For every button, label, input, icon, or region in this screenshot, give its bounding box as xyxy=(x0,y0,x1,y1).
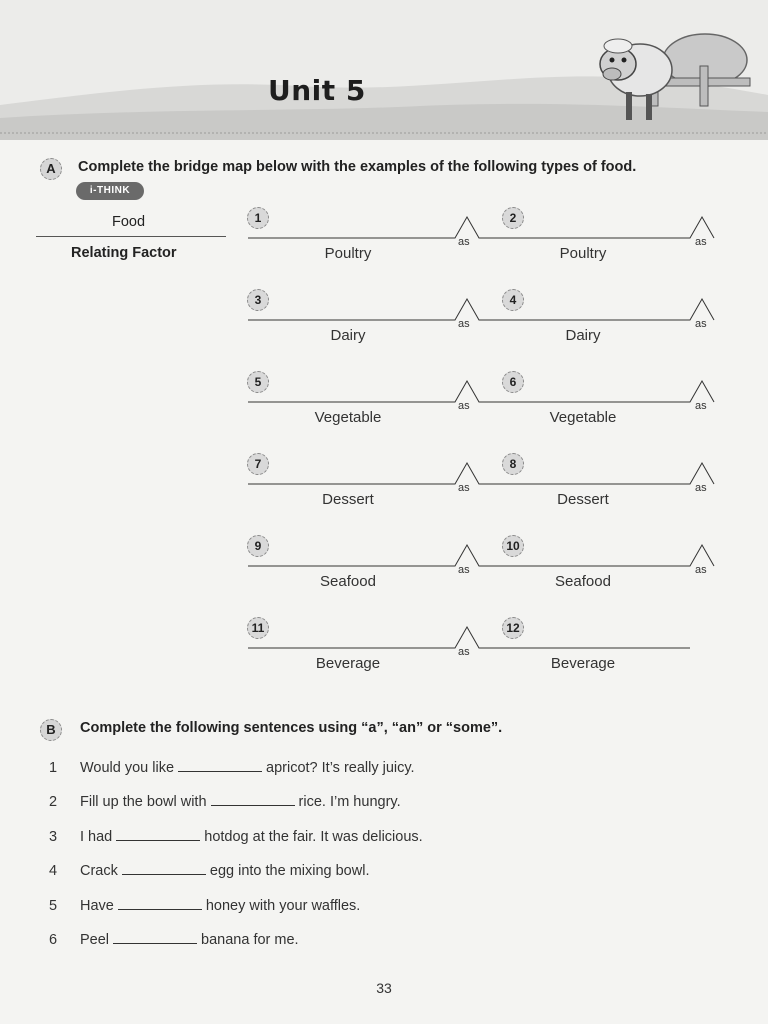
category-label: Beverage xyxy=(315,655,381,672)
sentence-after: banana for me. xyxy=(201,932,299,948)
sentence-after: egg into the mixing bowl. xyxy=(209,863,370,879)
sentence-number: 1 xyxy=(48,760,58,776)
item-number: 6 xyxy=(502,371,524,393)
as-label: as xyxy=(458,400,470,412)
answer-blank[interactable] xyxy=(118,908,202,910)
section-a-badge: A xyxy=(40,158,62,180)
sentence-number: 3 xyxy=(48,829,58,845)
answer-blank[interactable] xyxy=(113,942,197,944)
category-label: Poultry xyxy=(559,245,607,262)
item-number: 1 xyxy=(247,207,269,229)
item-number: 12 xyxy=(502,617,524,639)
answer-blank[interactable] xyxy=(122,873,206,875)
as-label: as xyxy=(695,400,707,412)
as-label: as xyxy=(458,236,470,248)
sentence-before: Crack xyxy=(80,863,118,879)
sentence-after: hotdog at the fair. It was delicious. xyxy=(204,829,423,845)
as-label: as xyxy=(458,318,470,330)
category-label: Dessert xyxy=(322,491,374,508)
unit-title: Unit 5 xyxy=(268,74,366,107)
factor-food-label: Food xyxy=(112,214,146,230)
sentence-before: Have xyxy=(80,898,114,914)
sentence-before: Fill up the bowl with xyxy=(80,794,207,810)
item-number: 11 xyxy=(247,617,269,639)
section-a-instruction: Complete the bridge map below with the examples of the following types of food. xyxy=(78,159,637,175)
category-label: Dairy xyxy=(330,327,366,344)
factor-relating-label: Relating Factor xyxy=(71,245,177,261)
item-number: 9 xyxy=(247,535,269,557)
category-label: Poultry xyxy=(324,245,372,262)
item-number: 8 xyxy=(502,453,524,475)
sentence-before: Would you like xyxy=(80,760,175,776)
sentence-number: 2 xyxy=(48,794,58,810)
sentence-number: 6 xyxy=(48,932,58,948)
as-label: as xyxy=(695,236,707,248)
item-number: 7 xyxy=(247,453,269,475)
answer-blank[interactable] xyxy=(211,804,295,806)
sentence-after: honey with your waffles. xyxy=(205,898,361,914)
item-number: 2 xyxy=(502,207,524,229)
as-label: as xyxy=(458,646,470,658)
sentence-row xyxy=(0,932,768,954)
section-b-badge: B xyxy=(40,719,62,741)
as-label: as xyxy=(458,482,470,494)
sentence-row xyxy=(0,794,768,816)
page-number: 33 xyxy=(376,980,392,996)
section-b-instruction: Complete the following sentences using “a”, “an” or “some”. xyxy=(80,720,503,736)
category-label: Dessert xyxy=(557,491,609,508)
item-number: 4 xyxy=(502,289,524,311)
category-label: Vegetable xyxy=(314,409,382,426)
sentence-row xyxy=(0,863,768,885)
sentence-after: rice. I’m hungry. xyxy=(298,794,401,810)
answer-blank[interactable] xyxy=(178,770,262,772)
sentence-number: 5 xyxy=(48,898,58,914)
as-label: as xyxy=(695,482,707,494)
item-number: 10 xyxy=(502,535,524,557)
sentence-before: I had xyxy=(80,829,113,845)
as-label: as xyxy=(458,564,470,576)
sentence-row xyxy=(0,829,768,851)
item-number: 3 xyxy=(247,289,269,311)
sentence-before: Peel xyxy=(80,932,110,948)
sentence-after: apricot? It’s really juicy. xyxy=(266,760,415,776)
sentence-number: 4 xyxy=(48,863,58,879)
as-label: as xyxy=(695,564,707,576)
item-number: 5 xyxy=(247,371,269,393)
category-label: Dairy xyxy=(565,327,601,344)
category-label: Seafood xyxy=(555,573,611,590)
sentence-row xyxy=(0,760,768,782)
sentence-row xyxy=(0,898,768,920)
category-label: Seafood xyxy=(320,573,376,590)
ithink-badge: i-THINK xyxy=(76,182,144,200)
as-label: as xyxy=(695,318,707,330)
category-label: Vegetable xyxy=(549,409,617,426)
category-label: Beverage xyxy=(550,655,616,672)
answer-blank[interactable] xyxy=(116,839,200,841)
